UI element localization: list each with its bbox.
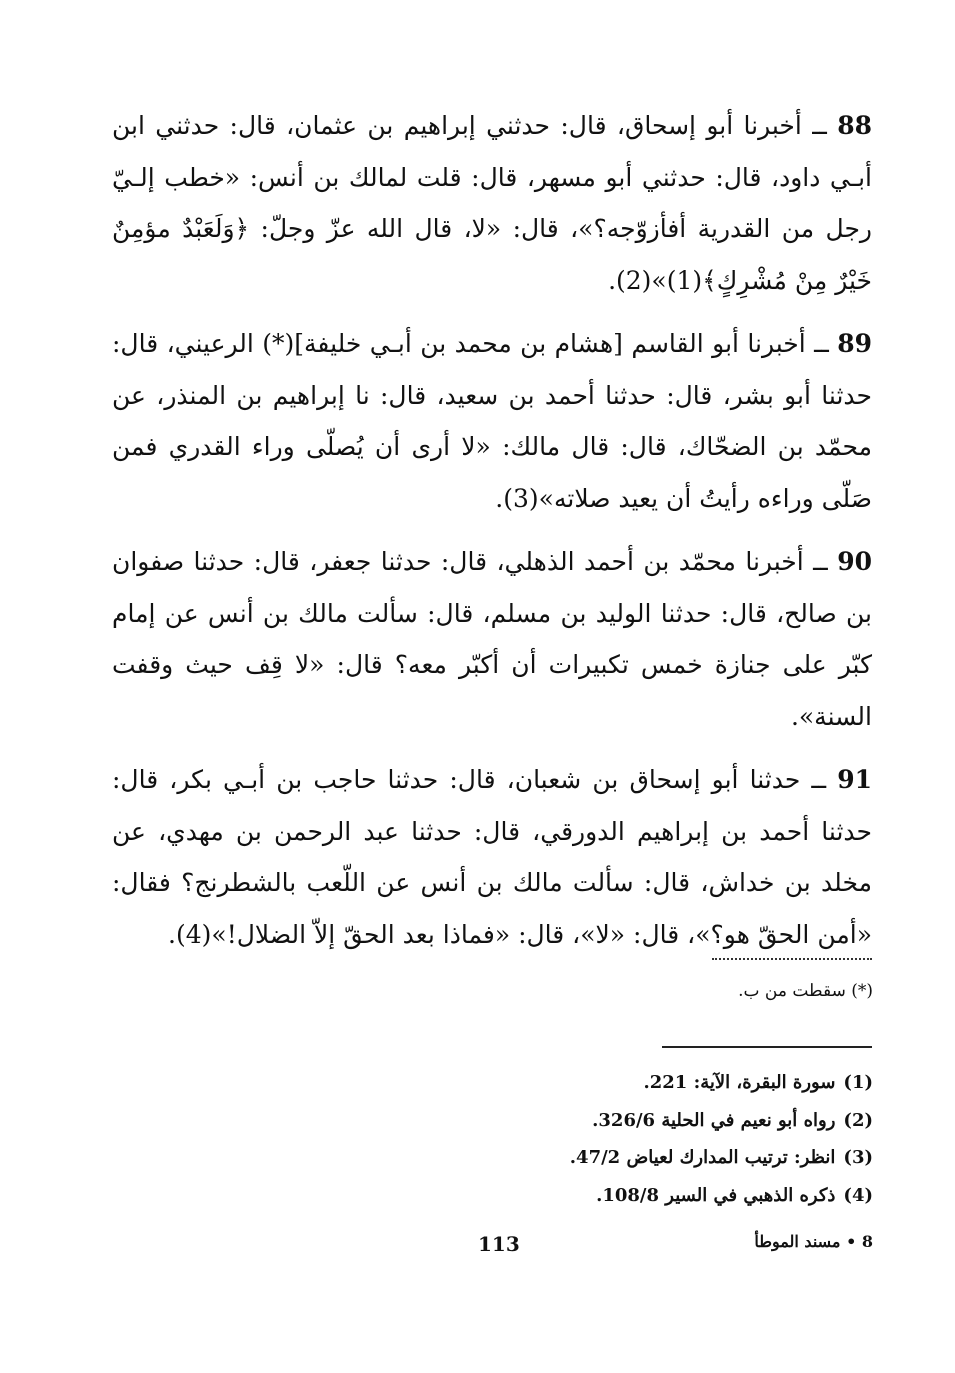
footnote-number: (4) [843, 1184, 873, 1206]
hadith-number: 90 [837, 547, 872, 576]
page-number: 113 [478, 1232, 520, 1256]
footnotes-list [373, 1064, 873, 1214]
hadith-number: 91 [837, 765, 873, 794]
hadith-number: 89 [837, 329, 872, 358]
signature-mark: 8 • مسند الموطأ [754, 1232, 873, 1251]
hadith-text: ــ حدثنا أبو إسحاق بن شعبان، قال: حدثنا حاجب بن أبـي بكر، قال: حدثنا أحمد بن إبراهيم الدورقي، قال: حدثنا عبد الرحمن بن مهدي، عن مخلد بن خداش، قال: سألت مالك بن أنس عن اللّعب بالشطرنج؟ فقال: «أمن الحقّ هو؟»، قال: «لا»، قال: «فماذا بعد الحقّ إلاّ الضلال!»(4). [112, 765, 872, 949]
footnote-text: انظر: ترتيب المدارك لعياض 47/2. [569, 1147, 836, 1168]
footnote-number: (2) [843, 1109, 873, 1131]
footnote-text: رواه أبو نعيم في الحلية 326/6. [592, 1109, 836, 1131]
main-text [112, 100, 872, 960]
hadith-text: ــ أخبرنا محمّد بن أحمد الذهلي، قال: حدثنا جعفر، قال: حدثنا صفوان بن صالح، قال: حدثنا الوليد بن مسلم، قال: سألت مالك بن أنس عن إمام كبّر على جنازة خمس تكبيرات أن أكبّر معه؟ قال: «لا قِف حيث وقفت السنة». [112, 547, 872, 731]
footnote-separator [662, 1046, 872, 1048]
hadith-text: ــ أخبرنا أبو القاسم [هشام بن محمد بن أبـي خليفة](*) الرعيني، قال: حدثنا أبو بشر، قال: حدثنا أحمد بن سعيد، قال: نا إبراهيم بن المنذر، عن محمّد بن الضحّاك، قال: قال مالك: «لا أرى أن يُصلّى وراء القدري فمن صَلّى وراءه رأيتُ أن يعيد صلاته»(3). [112, 329, 872, 513]
footnote-3 [373, 1139, 873, 1177]
footnote-number: (3) [843, 1147, 873, 1168]
footnote-text: سورة البقرة، الآية: 221. [643, 1072, 836, 1093]
footnote-1 [373, 1064, 873, 1102]
hadith-89 [112, 318, 872, 524]
dotted-separator [712, 958, 872, 960]
star-note: (*) سقطت من ب. [738, 981, 873, 1001]
hadith-text: ــ أخبرنا أبو إسحاق، قال: حدثني إبراهيم بن عثمان، قال: حدثني ابن أبـي داود، قال: حدثني أبو مسهر، قال: قلت لمالك بن أنس: «خطب إلـيّ رجل من القدرية أفأزوّجه؟»، قال: «لا، قال الله عزّ وجلّ: ﴿وَلَعَبْدٌ مؤمِنٌ خَيْرٌ مِنْ مُشْرِكٍ﴾(1)»(2). [112, 111, 872, 295]
footnote-4 [373, 1177, 873, 1215]
footnote-2 [373, 1102, 873, 1140]
hadith-91 [112, 754, 872, 960]
hadith-90 [112, 536, 872, 742]
hadith-88 [112, 100, 872, 306]
hadith-number: 88 [837, 111, 872, 140]
footnote-number: (1) [843, 1072, 873, 1093]
footnote-text: ذكره الذهبي في السير 108/8. [596, 1184, 836, 1206]
